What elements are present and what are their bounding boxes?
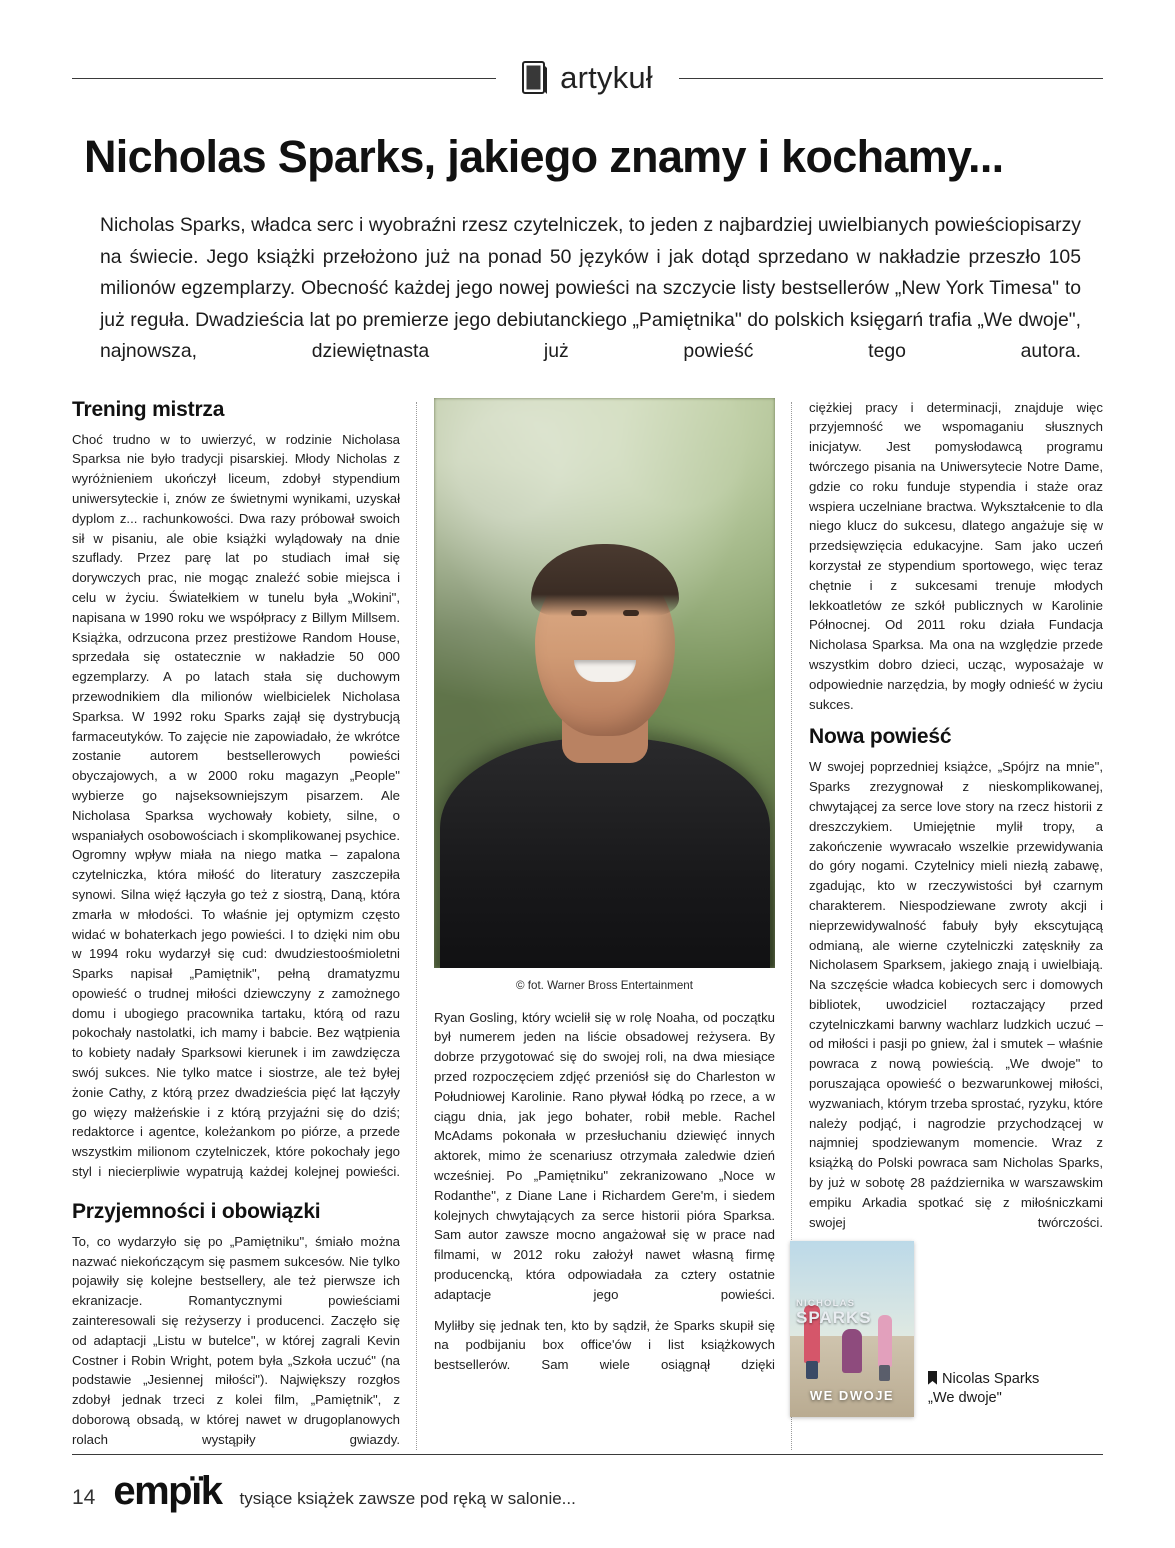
book-cover-image: [790, 1241, 914, 1417]
heading-nowa-powiesc: Nowa powieść: [809, 725, 952, 749]
book-promo: [790, 1223, 1100, 1417]
photo-block: [434, 398, 775, 992]
book-cover-row: [790, 1241, 1100, 1417]
paragraph-nowa-1: W swojej poprzedniej książce, „Spójrz na mnie", Sparks zrezygnował z nieskomplikowanej, chwytającej za serce love story na rzecz historii z dreszczykiem. Umiejętnie mylił tropy, a zakończenie wywracało wszelkie przewidywania do góry nogami. Czytelnicy mieli niezłą zabawę, zgadując, kto w rzeczywistości był czarnym charakterem. Niespodziewane zwroty akcji i nieprzewidywalność fabuły były ekscytującą odmianą, ale wierne czytelniczki zatęskniły za Nicholasem Sparksem, jakiego znają i uwielbiają. Na szczęście władca kobiecych serc i domowych bibliotek, uwodziciel roztaczający przed czytelniczkami barwny wachlarz ludzkich uczuć – od miłości i pasji po gniew, żal i smutek – właśnie powraca z nową powieścią. „We dwoje" to poruszająca opowieść o bezwarunkowej miłości, wyzwaniach, którym trzeba sprostać, ryzyku, które należy podjąć, i nagrodzie przychodzącej w najmniej spodziewanym momencie. Wraz z książką do Polski powraca sam Nicholas Sparks, by już w sobotę 28 października w warszawskim empiku Arkadia spotkać się z miłośniczkami swojej twórczości.: [809, 759, 1103, 1230]
author-portrait: [434, 398, 775, 968]
cover-author: [796, 1299, 908, 1327]
photo-caption: © fot. Warner Bross Entertainment: [516, 978, 693, 992]
column-left: [72, 398, 417, 1450]
paragraph-przyjemnosci-1: To, co wydarzyło się po „Pamiętniku", śmiało można nazwać niekończącym się pasmem sukcesów. Nie tylko pojawiły się kolejne bestsellery, ale też pierwsze ich ekranizacje. Romantycznymi powieściami zainteresowali się reżyserzy i producenci. Zaczęło się od adaptacji „Listu w butelce", w której zagrali Kevin Costner i Robin Wright, potem była „Szkoła uczuć" (na podstawie „Jesiennej miłości"). Największy rozgłos zdobył jednak trzeci z kolei film, „Pamiętnik", z doborową obsadą, w której nawet w drugoplanowych rolach wystąpiły gwiazdy.: [72, 1233, 400, 1447]
section-kicker: [72, 48, 1103, 108]
heading-trening-mistrza: Trening mistrza: [72, 397, 225, 421]
book-caption-author: Nicolas Sparks: [942, 1370, 1040, 1387]
page-number: 14: [72, 1486, 96, 1509]
heading-przyjemnosci: Przyjemności i obowiązki: [72, 1199, 321, 1223]
portrait-eye-right: [623, 610, 639, 616]
paragraph-right-1: ciężkiej pracy i determinacji, znajduje więc przyjemność we wspomaganiu słusznych inicjatyw. Jest pomysłodawcą programu twórczego pisania na Uniwersytecie Notre Dame, gdzie co roku funduje stypendia i staże oraz wspiera uczelniane bractwa. Wykształcenie to dla niego klucz do sukcesu, dlatego angażuje się w przedsięwzięcia edukacyjne. Sam jako uczeń korzystał ze stypendium sportowego, więc teraz chętnie i z sukcesami trenuje młodych lekkoatletów ze szkół publicznych w Karolinie Północnej. Od 2011 roku działa Fundacja Nicholasa Sparksa. Ma ona na względzie przede wszystkim dobro dzieci, ucząc, wyposażaje w odpowiednie narzędzia, by mogły odnieść w życiu sukces.: [809, 399, 1103, 712]
page-footer: [72, 1454, 1103, 1514]
book-caption-line2: „We dwoje": [928, 1390, 1002, 1407]
paragraph-trening-1: Choć trudno w to uwierzyć, w rodzinie Nicholasa Sparksa nie było tradycji pisarskiej. Młody Nicholas z wyróżnieniem ukończył liceum, zdobył stypendium uniwersyteckie i, znów ze świetnymi wynikami, uzyskał dyplom z... rachunkowości. Dwa razy próbował swoich sił w pisaniu, ale obie książki wylądowały na dnie szuflady. Przez parę lat po studiach imał się dorywczych prac, nie mogąc znaleźć sobie miejsca i celu w życiu. Światełkiem w tunelu była „Wokini", napisana w 1990 roku we współpracy z Billym Millsem. Książka, odrzucona przez prestiżowe Random House, sprzedała się ostatecznie w nakładzie 50 000 egzemplarzy. A po latach stała się duchowym przewodnikiem dla milionów wielbicielek Nicholasa Sparksa. W 1992 roku Sparks zajął się dystrybucją farmaceutyków. To zajęcie nie zapowiadało, że wkrótce zostanie autorem bestsellerowych powieści obyczajowych, a w 2000 roku magazyn „People" wybierze go najseksowniejszym pisarzem. Ale Nicholasa Sparksa wychowały kobiety, silne, o wspaniałych osobowościach i skomplikowanej psychice. Ogromny wpływ miała na niego matka – zapalona czytelniczka, która miłość do literatury zaszczepiła synowi. Silna więź łączyła go też z siostrą, Daną, która zmarła w młodości. To właśnie jej optymizm często widać w bohaterkach jego powieści. I to dzięki nim obu w 1994 roku wydarzył się cud: dwudziestoośmioletni Sparks napisał „Pamiętnik", pełną dramatyzmu opowieść o trudnej miłości dziewczyny z zamożnego domu i ubogiego pracownika tartaku, którą od razu pokochały nastolatki, ich mamy i babcie. Bez wątpienia to kobiety nadały Sparksowi kierunek i im zawdzięcza swój sukces. Nie tylko matce i siostrze, ale też byłej żonie Cathy, z którą przez dwadzieścia pięć lat łączyły go więzy małżeńskie i z którą przyjaźni się do dziś; redaktorce i agentce, koleżankom po piórze, a przede wszystkim milionom czytelniczek, które pokochały jego styl i niecierpliwie wypatrują każdej kolejnej powieści.: [72, 431, 400, 1180]
brand-logo: empïk: [113, 1469, 222, 1513]
cover-author-last: SPARKS: [796, 1307, 872, 1327]
kicker-rule-left: [72, 78, 496, 79]
article-page: [0, 48, 1175, 1548]
footer-rule: [72, 1454, 1103, 1455]
paragraph-mid-2: Myliłby się jednak ten, kto by sądził, że Sparks skupił się na podbijaniu box office'ów i list książkowych bestsellerów. Sam wiele osiągnął dzięki: [434, 1317, 775, 1373]
book-caption: [928, 1370, 1039, 1417]
portrait-shirt: [440, 738, 770, 968]
kicker-rule-right: [679, 78, 1103, 79]
brand-tagline: tysiące książek zawsze pod ręką w salonie...: [239, 1489, 576, 1508]
cover-author-first: NICHOLAS: [796, 1298, 856, 1309]
page-title: Nicholas Sparks, jakiego znamy i kochamy...: [84, 131, 1004, 182]
book-icon: [522, 61, 548, 95]
portrait-eye-left: [571, 610, 587, 616]
bookmark-icon: [928, 1371, 937, 1385]
kicker-text: artykuł: [560, 60, 653, 95]
book-caption-line1: [928, 1370, 1039, 1390]
lead-paragraph: Nicholas Sparks, władca serc i wyobraźni rzesz czytelniczek, to jeden z najbardziej uwielbianych powieściopisarzy na świecie. Jego książki przełożono już na ponad 50 języków i jak dotąd sprzedano w nakładzie przeszło 105 milionów egzemplarzy. Obecność każdej jego nowej powieści na szczycie listy bestsellerów „New York Timesa" to już reguła. Dwadzieścia lat po premierze jego debiutanckiego „Pamiętnika" do polskich księgarń trafia „We dwoje", najnowsza, dziewiętnasta już powieść tego autora.: [100, 214, 1081, 363]
cover-title: WE DWOJE: [809, 1388, 895, 1403]
kicker-label-group: [496, 60, 679, 96]
cover-figure-3: [842, 1329, 862, 1373]
column-middle: [417, 398, 792, 1450]
paragraph-mid-1: Ryan Gosling, który wcielił się w rolę Noaha, od początku był numerem jeden na liście obsadowej reżysera. By dobrze przygotować się do swojej roli, na dwa miesiące przed rozpoczęciem zdjęć przeniósł się do Charleston w Południowej Karolinie. Rano pływał łódką po rzece, a w ciągu dnia, jak jego bohater, robił meble. Rachel McAdams pokonała w przesłuchaniu dziewięć innych aktorek, mimo że scenariusz otrzymała zaledwie dzień wcześniej. Po „Pamiętniku" zekranizowano „Noce w Rodanthe", z Diane Lane i Richardem Gere'm, i siedem kolejnych chwytających za serce historii pióra Sparksa. Sam autor zawsze mocno angażował się w prace nad filmami, w 2012 roku założył nawet własną firmę producencką, która odpowiadała za cztery ostatnie adaptacje jego powieści.: [434, 1009, 775, 1302]
footer-row: [72, 1469, 1103, 1514]
